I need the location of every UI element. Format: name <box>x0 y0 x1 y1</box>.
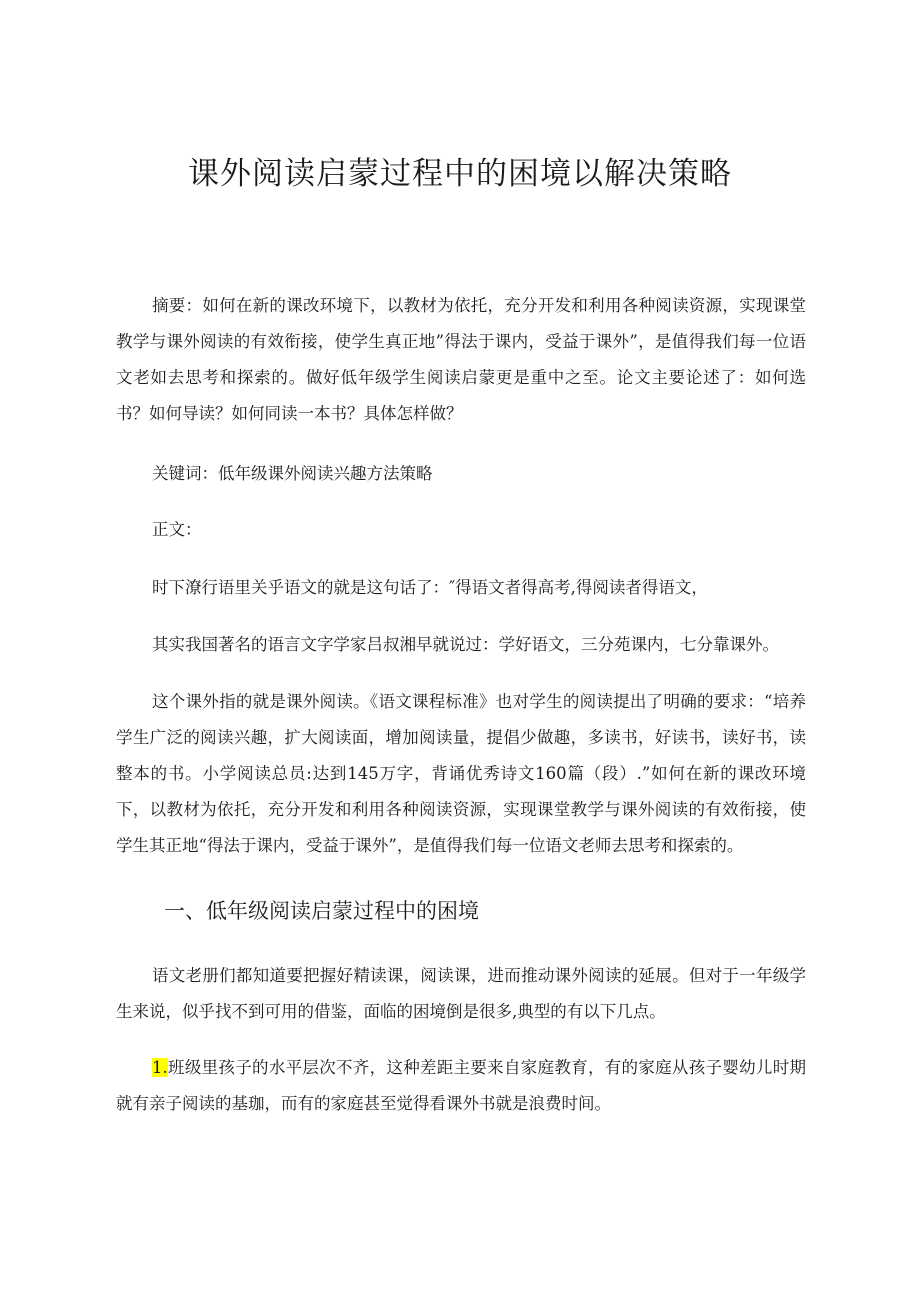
section-heading-1: 一、低年级阅读启蒙过程中的困境 <box>164 899 479 923</box>
item-text: 班级里孩子的水平层次不齐，这种差距主要来自家庭教育，有的家庭从孩子婴幼儿时期就有亲子阅读的基珈，而有的家庭甚至觉得看课外书就是浪费时间。 <box>116 1058 806 1113</box>
body-label: 正文： <box>152 520 202 539</box>
paragraph-1: 时下潦行语里关乎语文的就是这句话了：″得语文者得高考,得阅读者得语文， <box>152 578 708 597</box>
list-item-1 <box>116 1050 806 1122</box>
document-title: 课外阅读启蒙过程中的困境以解决策略 <box>188 156 732 192</box>
paragraph-3: 这个课外指的就是课外阅读。《语文课程标准》也对学生的阅读提出了明确的要求：“培养学生广泛的阅读兴趣，扩大阅读面，增加阅读量，提倡少做趣，多读书，好读书，读好书，读整本的书。小学阅读总员:达到145万字，背诵优秀诗文160篇（段）.”如何在新的课改环境下，以教材为依托，充分开发和利用各种阅读资源，实现课堂教学与课外阅读的有效衔接，使学生其正地“得法于课内，受益于课外”，是值得我们每一位语文老师去思考和探索的。 <box>116 692 806 855</box>
abstract-paragraph: 摘要：如何在新的课改环境下，以教材为依托，充分开发和利用各种阅读资源，实现课堂教学与课外阅读的有效衔接，使学生真正地”得法于课内，受益于课外”，是值得我们每一位语文老如去思考和探索的。做好低年级学生阅读启蒙更是重中之至。论文主要论述了：如何选书？如何导读？如何同读一本书？具体怎样做？ <box>116 296 806 423</box>
paragraph-4: 语文老册们都知道要把握好精读课，阅读课，进而推动课外阅读的延展。但对于一年级学生来说，似乎找不到可用的借鉴，面临的困境倒是很多,典型的有以下几点。 <box>116 966 806 1021</box>
paragraph-2: 其实我国著名的语言文字学家吕叔湘早就说过：学好语文，三分苑课内，七分靠课外。 <box>152 635 779 654</box>
keywords-line: 关键词：低年级课外阅读兴趣方法策略 <box>152 464 433 483</box>
item-number-highlight: 1. <box>152 1058 168 1077</box>
